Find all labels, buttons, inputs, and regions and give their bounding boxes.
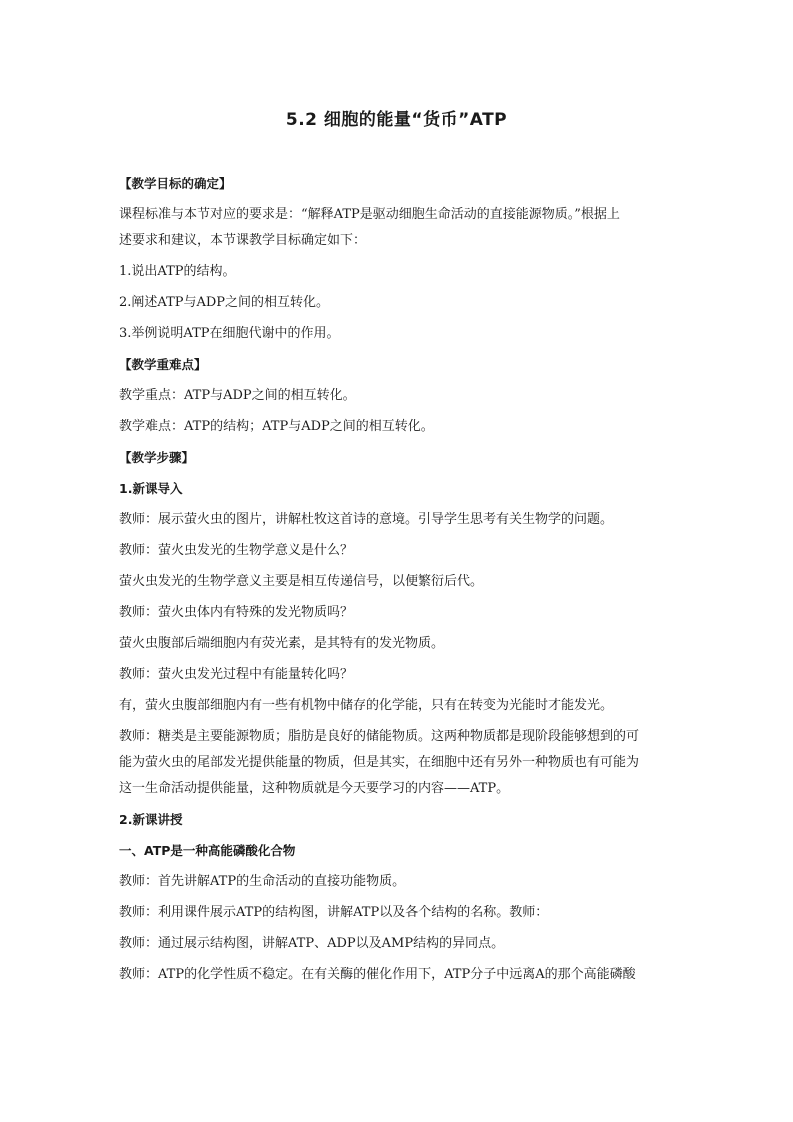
paragraph-line: 述要求和建议，本节课教学目标确定如下： [119, 233, 367, 248]
paragraph-line: 萤火虫发光的生物学意义主要是相互传递信号，以便繁衍后代。 [119, 574, 484, 589]
paragraph-line: 萤火虫腹部后端细胞内有荧光素，是其特有的发光物质。 [119, 636, 445, 651]
paragraph-line: 3.举例说明ATP在细胞代谢中的作用。 [119, 326, 340, 341]
paragraph-line: 教师：ATP的化学性质不稳定。在有关酶的催化作用下，ATP分子中远离A的那个高能磷酸 [119, 967, 636, 982]
paragraph-line: 教师：利用课件展示ATP的结构图，讲解ATP以及各个结构的名称。教师： [119, 905, 549, 920]
paragraph-line: 教师：糖类是主要能源物质；脂肪是良好的储能物质。这两种物质都是现阶段能够想到的可 [119, 729, 640, 744]
paragraph-line: 教师：萤火虫体内有特殊的发光物质吗？ [119, 605, 354, 620]
section-heading: 【教学目标的确定】 [119, 176, 232, 191]
paragraph-line: 教师：萤火虫发光的生物学意义是什么？ [119, 543, 354, 558]
section-heading: 【教学重难点】 [119, 357, 207, 372]
paragraph-line: 教师：展示萤火虫的图片，讲解杜牧这首诗的意境。引导学生思考有关生物学的问题。 [119, 512, 614, 527]
paragraph-line: 教师：首先讲解ATP的生命活动的直接功能物质。 [119, 874, 406, 889]
page-title: 5.2 细胞的能量“货币”ATP [285, 110, 508, 130]
paragraph-line: 1.说出ATP的结构。 [119, 264, 236, 279]
paragraph-line: 2.阐述ATP与ADP之间的相互转化。 [119, 295, 330, 310]
section-heading: 【教学步骤】 [119, 450, 195, 465]
paragraph-line: 教学重点：ATP与ADP之间的相互转化。 [119, 388, 356, 403]
paragraph-line: 教师：萤火虫发光过程中有能量转化吗？ [119, 667, 354, 682]
section-heading: 2.新课讲授 [119, 812, 183, 827]
paragraph-line: 这一生命活动提供能量，这种物质就是今天要学习的内容——ATP。 [119, 781, 510, 796]
paragraph-line: 教学难点：ATP的结构；ATP与ADP之间的相互转化。 [119, 419, 434, 434]
paragraph-line: 有，萤火虫腹部细胞内有一些有机物中储存的化学能，只有在转变为光能时才能发光。 [119, 698, 614, 713]
paragraph-line: 教师：通过展示结构图，讲解ATP、ADP以及AMP结构的异同点。 [119, 936, 505, 951]
paragraph-line: 能为萤火虫的尾部发光提供能量的物质，但是其实，在细胞中还有另外一种物质也有可能为 [119, 755, 640, 770]
document-body [119, 174, 679, 996]
section-heading: 1.新课导入 [119, 481, 183, 496]
paragraph-line: 课程标准与本节对应的要求是：“解释ATP是驱动细胞生命活动的直接能源物质。”根据上 [119, 207, 620, 222]
section-heading: 一、ATP是一种高能磷酸化合物 [119, 843, 296, 858]
